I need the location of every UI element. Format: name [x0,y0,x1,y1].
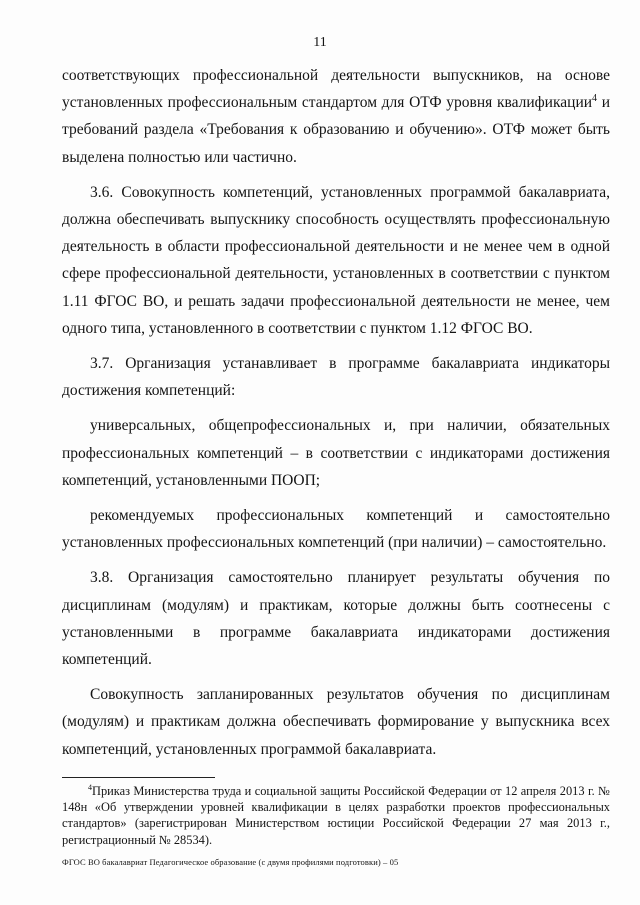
paragraph-universal-competencies: универсальных, общепрофессиональных и, при наличии, обязательных профессиональных компетенций – в соответствии с индикаторами достижения компетенций, установленными ПООП; [62,417,610,489]
paragraph-continuation [62,62,610,171]
page-number: 11 [313,35,327,50]
footnote-text: Приказ Министерства труда и социальной защиты Российской Федерации от 12 апреля 2013 г. № 148н «Об утверждении уровней квалификации в целях разработки проектов профессиональных стандартов» (зарегистрирован Министерством юстиции Российской Федерации 27 мая 2013 г., регистрационный № 28534). [62,784,610,847]
paragraph-3-6: 3.6. Совокупность компетенций, установленных программой бакалавриата, должна обеспечивать выпускнику способность осуществлять профессиональную деятельность в области профессиональной деятельности и не менее чем в одной сфере профессиональной деятельности, установленных в соответствии с пунктом 1.11 ФГОС ВО, и решать задачи профессиональной деятельности не менее, чем одного типа, установленного в соответствии с пунктом 1.12 ФГОС ВО. [62,183,610,337]
footnote-reference: 4 [592,93,598,105]
paragraph-3-8: 3.8. Организация самостоятельно планирует результаты обучения по дисциплинам (модулям) и практикам, которые должны быть соотнесены с установленными в программе бакалавриата индикаторами достижения компетенций. [62,569,610,669]
paragraph-continuation-tail: и требований раздела «Требования к образованию и обучению». ОТФ может быть выделена полностью или частично. [62,94,610,166]
footnote-mark: 4 [88,782,92,792]
paragraph-recommended-competencies: рекомендуемых профессиональных компетенций и самостоятельно установленных профессиональных компетенций (при наличии) – самостоятельно. [62,507,610,552]
footnote-separator [62,777,215,778]
document-body [62,62,610,763]
paragraph-3-7: 3.7. Организация устанавливает в программе бакалавриата индикаторы достижения компетенций: [62,355,610,400]
page-footer: ФГОС ВО бакалавриат Педагогическое образование (с двумя профилями подготовки) – 05 [62,857,399,867]
paragraph-continuation-text: соответствующих профессиональной деятельности выпускников, на основе установленных профессиональным стандартом для ОТФ уровня квалификации [62,67,610,112]
footnote [62,783,610,848]
paragraph-learning-outcomes: Совокупность запланированных результатов обучения по дисциплинам (модулям) и практикам должна обеспечивать формирование у выпускника всех компетенций, установленных программой бакалавриата. [62,686,610,758]
